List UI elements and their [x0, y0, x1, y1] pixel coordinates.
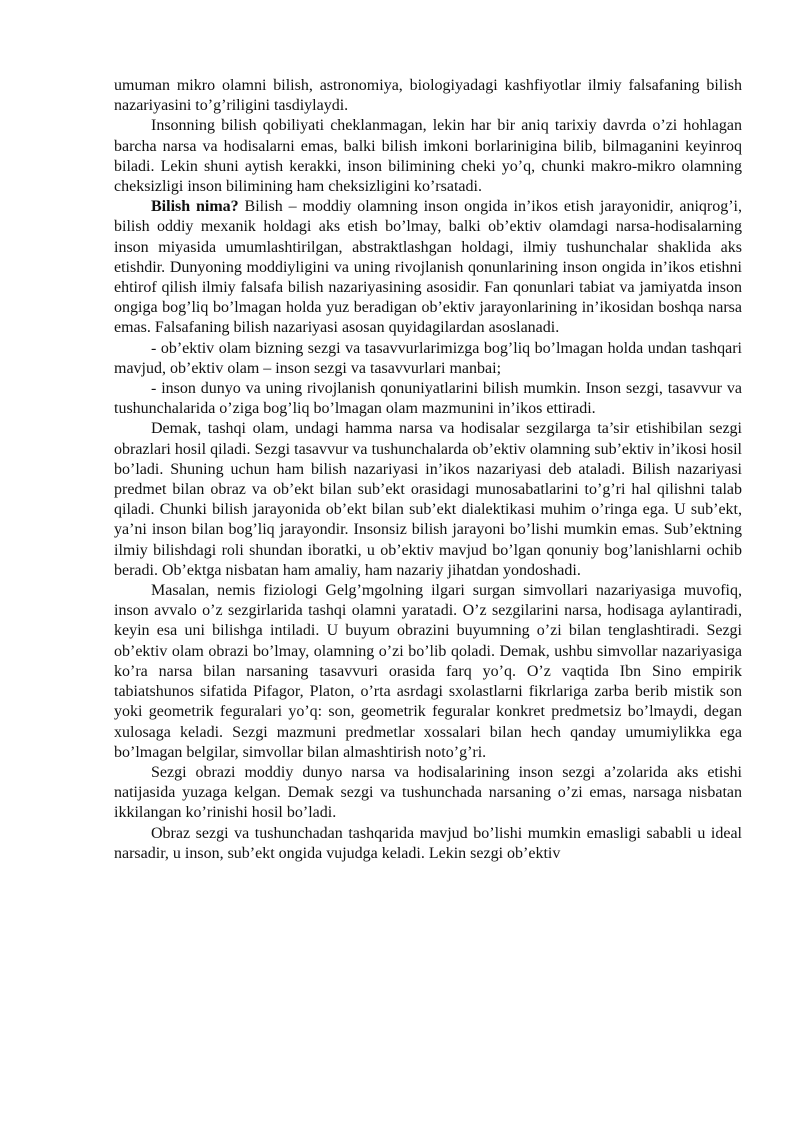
paragraph-4: - ob’ektiv olam bizning sezgi va tasavvurlarimizga bog’liq bo’lmagan holda undan tashqari mavjud, ob’ektiv olam – inson sezgi va tasavvurlari manbai; — [114, 339, 742, 377]
paragraph-heading: Bilish nima? — [151, 198, 239, 216]
paragraph-9: Obraz sezgi va tushunchadan tashqarida mavjud bo’lishi mumkin emasligi sababli u ideal narsadir, u inson, sub’ekt ongida vujudga keladi. Lekin sezgi ob’ektiv — [114, 824, 742, 862]
paragraph-3-body: Bilish – moddiy olamning inson ongida in’ikos etish jarayonidir, aniqrog’i, bilish oddiy mexanik holdagi aks etish bo’lmay, balki ob’ektiv olamdagi narsa-hodisalarning inson miyasida umumlashtirilgan, abstraktlashgan holdagi, ilmiy tushunchalar shaklida aks etishdir. Dunyoning moddiyligini va uning rivojlanish qonunlarining inson ongida in’ikos etishni ehtirof qilish ilmiy falsafa bilish nazariyasining asosidir. Fan qonunlari tabiat va jamiyatda inson ongiga bog’liq bo’lmagan holda yuz beradigan ob’ektiv jarayonlarining in’ikosidan boshqa narsa emas. Falsafaning bilish nazariyasi asosan quyidagilardan asoslanadi. — [114, 198, 742, 337]
paragraph-3 — [114, 197, 742, 338]
paragraph-2: Insonning bilish qobiliyati cheklanmagan, lekin har bir aniq tarixiy davrda o’zi hohlagan barcha narsa va hodisalarni emas, balki bilish imkoni borlarinigina bilib, bilmaganini keyinroq biladi. Lekin shuni aytish kerakki, inson bilimining cheki yo’q, chunki makro-mikro olamning cheksizligi inson bilimining ham cheksizligini ko’rsatadi. — [114, 117, 742, 196]
document-page — [114, 76, 742, 864]
paragraph-6: Demak, tashqi olam, undagi hamma narsa va hodisalar sezgilarga ta’sir etishibilan sezgi obrazlari hosil qiladi. Sezgi tasavvur va tushunchalarda ob’ektiv olamning sub’ektiv in’ikosi hosil bo’ladi. Shuning uchun ham bilish nazariyasi in’ikos nazariyasi deb ataladi. Bilish nazariyasi predmet bilan obraz va ob’ekt bilan sub’ekt orasidagi munosabatlarini to’g’ri hal qilishni talab qiladi. Chunki bilish jarayonida ob’ekt bilan sub’ekt dialektikasi muhim o’ringa ega. U sub’ekt, ya’ni inson bilan bog’liq jarayondir. Insonsiz bilish jarayoni bo’lishi mumkin emas. Sub’ektning ilmiy bilishdagi roli shundan iboratki, u ob’ektiv mavjud bo’lgan qonuniy bog’lanishlarni ochib beradi. Ob’ektga nisbatan ham amaliy, ham nazariy jihatdan yondoshadi. — [114, 420, 742, 579]
paragraph-5: - inson dunyo va uning rivojlanish qonuniyatlarini bilish mumkin. Inson sezgi, tasavvur va tushunchalarida o’ziga bog’liq bo’lmagan olam mazmunini in’ikos ettiradi. — [114, 380, 742, 418]
paragraph-7: Masalan, nemis fiziologi Gelg’mgolning ilgari surgan simvollari nazariyasiga muvofiq, inson avvalo o’z sezgirlarida tashqi olamni yaratadi. O’z sezgilarini narsa, hodisaga aylantiradi, keyin esa uni bilishga intiladi. U buyum obrazini buyumning o’zi bilan tenglashtiradi. Sezgi ob’ektiv olam obrazi bo’lmay, olamning o’zi bo’lib qoladi. Demak, ushbu simvollar nazariyasiga ko’ra narsa bilan narsaning tasavvuri orasida farq yo’q. O’z vaqtida Ibn Sino empirik tabiatshunos sifatida Pifagor, Platon, o’rta asrdagi sxolastlarni fikrlariga zarba berib mistik son yoki geometrik feguralari yo’q: son, geometrik feguralar konkret predmetsiz bo’lmaydi, degan xulosaga keladi. Sezgi mazmuni predmetlar xossalari bilan hech qanday umumiylikka ega bo’lmagan belgilar, simvollar bilan almashtirish noto’g’ri. — [114, 582, 742, 761]
paragraph-1: umuman mikro olamni bilish, astronomiya, biologiyadagi kashfiyotlar ilmiy falsafaning bilish nazariyasini to’g’riligini tasdiylaydi. — [114, 77, 742, 115]
paragraph-8: Sezgi obrazi moddiy dunyo narsa va hodisalarining inson sezgi a’zolarida aks etishi natijasida yuzaga kelgan. Demak sezgi va tushunchada narsaning o’zi emas, narsaga nisbatan ikkilangan ko’rinishi hosil bo’ladi. — [114, 763, 742, 822]
